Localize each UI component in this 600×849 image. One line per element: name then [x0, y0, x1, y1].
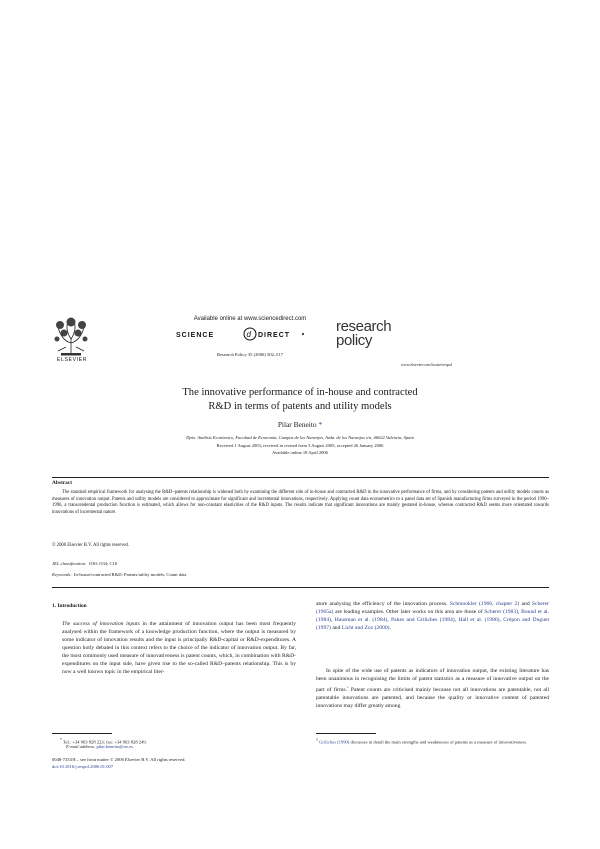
- right-column-paragraph-1: [316, 600, 549, 632]
- text-run: ,: [387, 617, 392, 624]
- jel-value: O30; O34; C10: [88, 561, 118, 566]
- jel-label: JEL classification:: [52, 561, 87, 566]
- text-run: ature analysing the efficiency of the innovation process.: [316, 601, 450, 607]
- text-run: ,: [330, 617, 335, 624]
- sciencedirect-logo: [176, 327, 316, 341]
- doi-link[interactable]: doi:10.1016/j.respol.2006.01.007: [52, 764, 114, 769]
- section-heading-introduction: 1. Introduction: [52, 603, 87, 609]
- elsevier-tree-logo: [52, 317, 90, 357]
- email-link[interactable]: pilar.beneito@uv.es.: [95, 744, 134, 749]
- available-online-text: Available online at www.sciencedirect.com: [193, 316, 307, 322]
- text-run: In spite of the wide use of patents as indicators of innovation output, the existing literature has been unanimous in recognising the limits of patent statistics as a measure of innovative output on the part of firms.: [316, 668, 549, 693]
- citation-link-hall[interactable]: Hall et al. (1986): [458, 617, 500, 624]
- abstract-heading: Abstract: [52, 480, 73, 486]
- citation-link-pakes-griliches[interactable]: Pakes and Griliches (1984): [391, 617, 455, 624]
- abstract-top-rule: [52, 477, 549, 478]
- journal-url-link[interactable]: www.elsevier.com/locate/respol: [400, 362, 452, 367]
- citation-link-crepon-duguet[interactable]: Crépon and Duguet (1997): [316, 617, 550, 632]
- footnote-1: [316, 737, 549, 746]
- text-run: ,: [499, 617, 504, 624]
- title-line-2: R&D in terms of patents and utility models: [208, 401, 392, 412]
- journal-logo-line1: research: [336, 318, 392, 335]
- text-run: ,: [518, 609, 522, 616]
- left-column-paragraph: [62, 620, 296, 676]
- text-run: Patent counts are criticised mainly because not all innovations are patentable, not all patentable innovations are patented, and because the quality or innovative content of patented innovations may differ greatly among: [316, 686, 550, 710]
- footnote-mark: 1: [316, 738, 318, 742]
- online-date: Available online 18 April 2006: [272, 450, 328, 455]
- footnote-rule-left: [52, 733, 112, 734]
- abstract-text: The standard empirical framework for analysing the R&D–patents relationship is widened both by examining the different role of in-house and contracted R&D in the innovative performance of firms, and by considering patents and utility models counts as measures of innovation output. Patents and utility models are considered to approximate for significant and incremental innovations, respectively. Applying count data econometrics to a panel data set of Spanish manufacturing firms surveyed in the period 1990–1996, a transcendental production function is estimated, which allows for non-constant elasticities of the R&D inputs. The results indicate that significant innovations are mainly gestated in-house, whereas contracted R&D seems more orientated towards innovations of incremental nature.: [52, 490, 549, 515]
- abstract-bottom-rule: [52, 587, 549, 588]
- citation-link-scherer-1965a[interactable]: Scherer (1965a): [316, 601, 550, 616]
- email-label: E-mail address:: [66, 744, 96, 749]
- publisher-name: ELSEVIER: [56, 357, 88, 363]
- author-line: [90, 420, 510, 429]
- issn-line: 0048-7333/$ – see front matter © 2006 Elsevier B.V. All rights reserved.: [52, 757, 186, 762]
- affiliation: Dpto. Análisis Económico, Facultad de Economía, Campus de los Naranjos, Avda. de los Naranjos s/n, 46022 Valencia, Spain: [186, 435, 414, 440]
- author-footnote-link[interactable]: *: [318, 420, 323, 429]
- sciencedirect-right-text: DIRECT: [258, 332, 291, 339]
- title-line-1: The innovative performance of in-house and contracted: [182, 387, 418, 398]
- footnote-rule-right: [316, 733, 376, 734]
- citation-link-schmookler[interactable]: Schmookler (1966, chapter 2): [449, 601, 520, 607]
- journal-citation: Research Policy 35 (2006) 502–517: [216, 352, 284, 357]
- svg-text:d: d: [246, 330, 251, 339]
- citation-link-scherer-1983[interactable]: Scherer (1983): [484, 609, 519, 616]
- sciencedirect-left-text: SCIENCE: [176, 332, 215, 339]
- email-footnote: [66, 744, 296, 750]
- article-title: [90, 386, 510, 414]
- journal-logo: [336, 320, 394, 360]
- footnote-1-text: discusses in detail the main strengths and weaknesses of patents as a measure of innovativeness.: [349, 739, 528, 745]
- footnote-mark: *: [60, 738, 62, 742]
- text-run: ,: [454, 617, 459, 624]
- text-run: and: [330, 625, 342, 632]
- phone-fax: Tel.: +34 963 828 223; fax: +34 963 828 249.: [61, 739, 147, 745]
- citation-link-bound[interactable]: Bound et al. (1984): [316, 609, 549, 624]
- copyright-notice: © 2006 Elsevier B.V. All rights reserved.: [52, 543, 130, 548]
- footnote-ref-1[interactable]: 1: [346, 685, 349, 690]
- citation-link-licht-zoz[interactable]: Licht and Zoz (2000): [341, 625, 390, 632]
- author-name: Pilar Beneito: [277, 420, 317, 429]
- text-run: .: [389, 625, 391, 632]
- right-column-paragraph-2: [316, 667, 549, 710]
- text-run: are leading examples. Other later works on this area are those of: [333, 609, 485, 616]
- keywords-value: In-house/contracted R&D; Patents/utility models; Count data: [74, 572, 187, 577]
- text-run: and: [519, 601, 532, 607]
- received-dates: Received 1 August 2003; received in revised form 5 August 2005; accepted 26 January 2006: [216, 443, 384, 448]
- intro-left-text: in the attainment of innovation output has been most frequently analysed within the framework of a knowledge production function, where the output is measured by some indicator of innovation results and the input is principally R&D-capital or R&D-expenditures. A question hotly debated in this context refers to the choice of the indicator of innovation output. By far, the most commonly used measure of innovativeness is patent counts, which, in combination with R&D-expenditures on the input side, have given rise to the so-called R&D–patents relationship. This is by now a well known topic in the empirical liter-: [62, 621, 296, 676]
- intro-italic-phrase: The success of innovation inputs: [62, 621, 140, 627]
- citation-link-hausman[interactable]: Hausman et al. (1984): [334, 617, 388, 624]
- keywords: [52, 572, 186, 577]
- keywords-label: Keywords:: [52, 572, 72, 577]
- citation-link-griliches[interactable]: Griliches (1990): [319, 739, 350, 745]
- jel-classification: [52, 561, 117, 566]
- journal-logo-line2: policy: [336, 332, 372, 349]
